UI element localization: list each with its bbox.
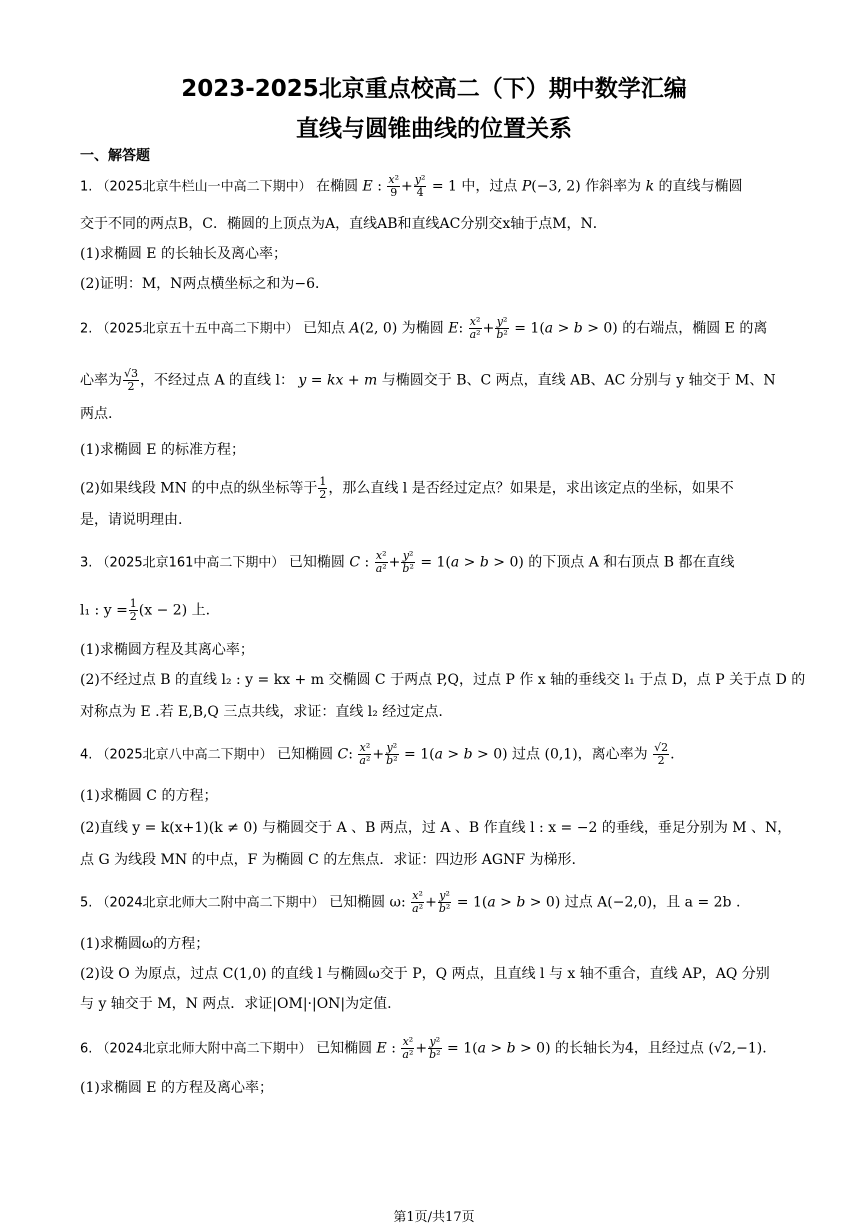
q5-part1: (1)求椭圆ω的方程； [80, 936, 210, 952]
q1-ellipse-y-term: $\frac{\text{y²}}{4}$ [414, 173, 426, 199]
q4-line1: 4. （2025北京八中高二下期中） 已知椭圆 C: $\frac{\text{x²}}{\text{a²}}$ + $\frac{\text{y²}}{\text{b²}}$ = 1(a > b > 0) 过点 (0,1)，离心率为 $\frac{√2}{2}$ . [80, 741, 675, 767]
q4-part2-cont: 点 G 为线段 MN 的中点，F 为椭圆 C 的左焦点．求证：四边形 AGNF 为梯形. [80, 852, 576, 868]
q2-line2: 心率为 $\frac{√3}{2}$ ，不经过点 A 的直线 l： y = kx + m 与椭圆交于 B、C 两点，直线 AB、AC 分别与 y 轴交于 M、N [80, 367, 776, 393]
q1-line1: 1. （2025北京牛栏山一中高二下期中） 在椭圆 E : $\frac{\text{x²}}{9}$ + $\frac{\text{y²}}{4}$ = 1 中，过点 P(−3, 2) 作斜率为 k 的直线与椭圆 [80, 173, 743, 199]
q3-source: 3. （2025北京161中高二下期中） [80, 555, 285, 571]
q2-part1: (1)求椭圆 E 的标准方程； [80, 442, 245, 458]
q2-line1: 2. （2025北京五十五中高二下期中） 已知点 A(2, 0) 为椭圆 E: $\frac{\text{x²}}{\text{a²}}$ + $\frac{\text{y²}}{\text{b²}}$ = 1(a > b > 0) 的右端点，椭圆 E 的离 [80, 315, 768, 341]
q1-line2: 交于不同的两点B，C．椭圆的上顶点为A，直线AB和直线AC分别交x轴于点M，N． [80, 216, 607, 232]
q6-part1: (1)求椭圆 E 的方程及离心率； [80, 1080, 273, 1096]
q4-part1: (1)求椭圆 C 的方程； [80, 788, 218, 804]
q5-part2: (2)设 O 为原点，过点 C(1,0) 的直线 l 与椭圆ω交于 P，Q 两点，且直线 l 与 x 轴不重合，直线 AP，AQ 分别 [80, 966, 770, 982]
q5-line1: 5. （2024北京北师大二附中高二下期中） 已知椭圆 ω: $\frac{\text{x²}}{\text{a²}}$ + $\frac{\text{y²}}{\text{b²}}$ = 1(a > b > 0) 过点 A(−2,0)，且 a = 2b . [80, 889, 741, 915]
q1-part1: (1)求椭圆 E 的长轴长及离心率； [80, 246, 287, 262]
page-footer: 第1页/共17页 [393, 1210, 475, 1225]
q3-part2: (2)不经过点 B 的直线 l₂ : y = kx + m 交椭圆 C 于两点 P,Q，过点 P 作 x 轴的垂线交 l₁ 于点 D，点 P 关于点 D 的 [80, 672, 806, 688]
q1-ellipse-x-term: $\frac{\text{x²}}{9}$ [388, 173, 400, 199]
q1-source: 1. （2025北京牛栏山一中高二下期中） [80, 179, 312, 195]
q3-line1: 3. （2025北京161中高二下期中） 已知椭圆 C : $\frac{\text{x²}}{\text{a²}}$ + $\frac{\text{y²}}{\text{b²}}$ = 1(a > b > 0) 的下顶点 A 和右顶点 B 都在直线 [80, 549, 735, 575]
q2-part2: (2)如果线段 MN 的中点的纵坐标等于 $\frac{1}{2}$ ，那么直线 l 是否经过定点？如果是，求出该定点的坐标，如果不 [80, 475, 734, 501]
q3-part1: (1)求椭圆方程及其离心率； [80, 642, 254, 658]
q4-part2: (2)直线 y = k(x+1)(k ≠ 0) 与椭圆交于 A 、B 两点，过 A 、B 作直线 l : x = −2 的垂线，垂足分别为 M 、N， [80, 820, 792, 836]
q4-source: 4. （2025北京八中高二下期中） [80, 747, 273, 763]
q3-line2: l₁ : y = $\frac{1}{2}$ (x − 2) 上. [80, 597, 211, 623]
q6-line1: 6. （2024北京北师大附中高二下期中） 已知椭圆 E : $\frac{\text{x²}}{\text{a²}}$ + $\frac{\text{y²}}{\text{b²}}$ = 1(a > b > 0) 的长轴长为4，且经过点 (√2,−1). [80, 1035, 767, 1061]
q2-source: 2. （2025北京五十五中高二下期中） [80, 321, 299, 337]
q5-source: 5. （2024北京北师大二附中高二下期中） [80, 895, 325, 911]
q1-part2: (2)证明：M，N两点横坐标之和为−6． [80, 276, 330, 292]
document-title-line2: 直线与圆锥曲线的位置关系 [296, 116, 572, 142]
q6-source: 6. （2024北京北师大附中高二下期中） [80, 1041, 312, 1057]
q2-line3: 两点. [80, 406, 113, 422]
document-title-line1: 2023-2025北京重点校高二（下）期中数学汇编 [181, 76, 687, 102]
q3-part2-cont: 对称点为 E .若 E,B,Q 三点共线，求证：直线 l₂ 经过定点. [80, 704, 443, 720]
q5-part2-cont: 与 y 轴交于 M，N 两点．求证|OM|·|ON|为定值. [80, 996, 392, 1012]
q2-part2-cont: 是，请说明理由. [80, 512, 183, 528]
section-heading: 一、解答题 [80, 148, 150, 164]
